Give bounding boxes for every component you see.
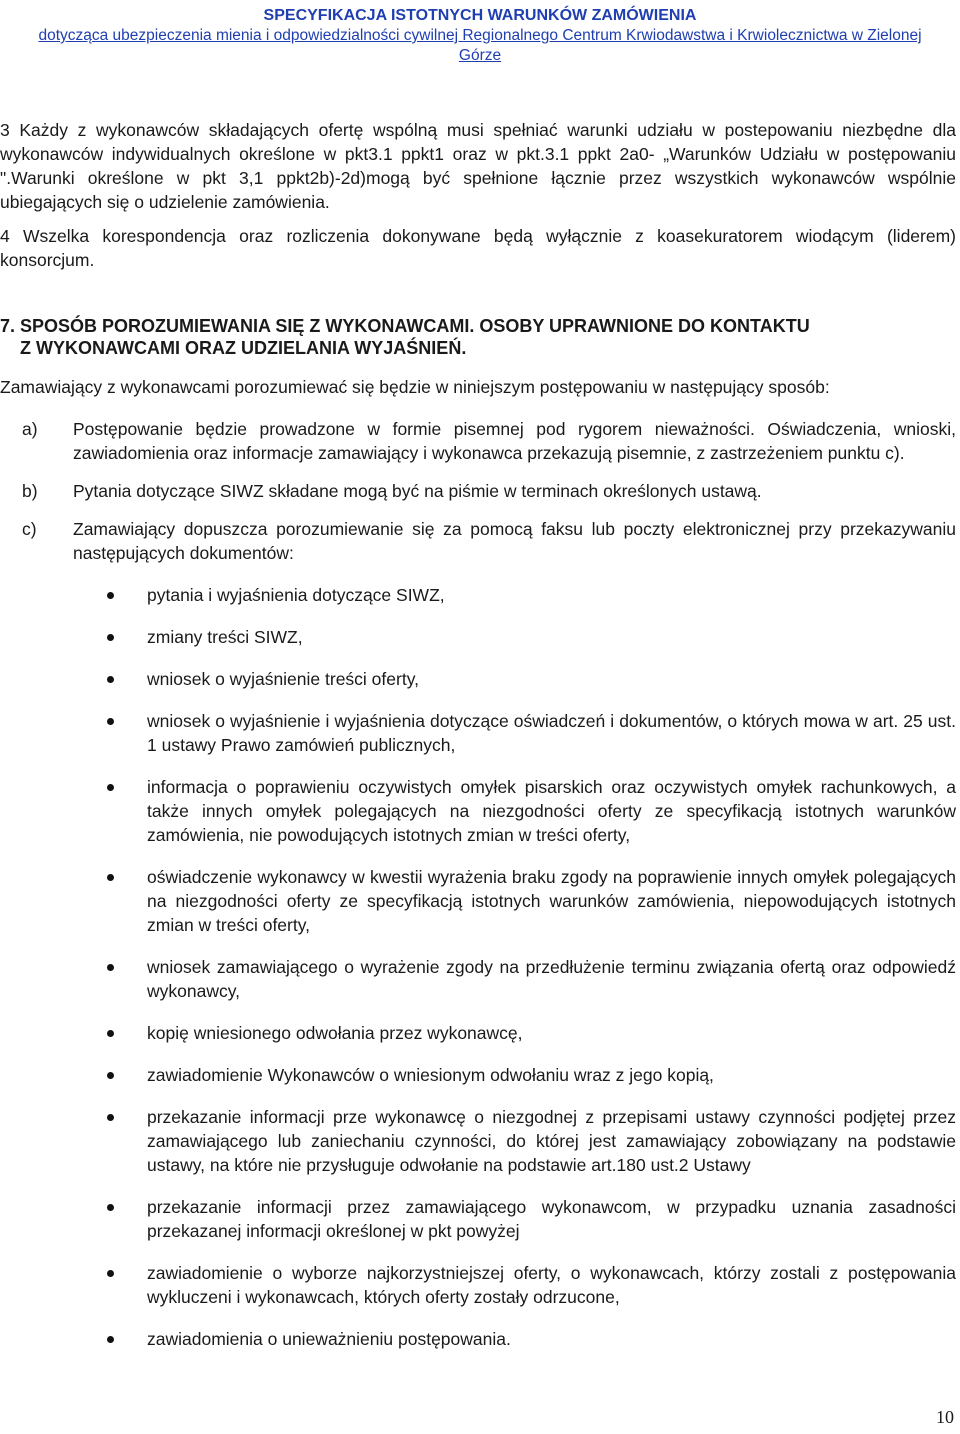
section-7-intro: Zamawiający z wykonawcami porozumiewać się będzie w niniejszym postępowaniu w następujący sposób:: [0, 377, 830, 397]
list-item-label: b): [22, 481, 38, 501]
bullet-icon: [107, 676, 114, 683]
bullet-icon: [107, 1336, 114, 1343]
bullet-item: [0, 1327, 956, 1351]
document-subtitle: [0, 26, 960, 66]
bullet-item: [0, 709, 956, 757]
bullet-text: zmiany treści SIWZ,: [147, 627, 303, 647]
section-7-heading-line-2: Z WYKONAWCAMI ORAZ UDZIELANIA WYJAŚNIEŃ.: [20, 338, 467, 358]
bullet-text: wniosek zamawiającego o wyrażenie zgody na przedłużenie terminu związania ofertą oraz odpowiedź wykonawcy,: [147, 957, 956, 1001]
bullet-icon: [107, 1030, 114, 1037]
page-number: 10: [936, 1407, 954, 1427]
bullet-item: [0, 625, 956, 649]
document-list: [0, 583, 956, 1351]
document-body: [0, 118, 956, 1351]
bullet-item: [0, 1195, 956, 1243]
bullet-item: [0, 583, 956, 607]
bullet-text: zawiadomienia o unieważnieniu postępowania.: [147, 1329, 511, 1349]
bullet-icon: [107, 1072, 114, 1079]
bullet-text: wniosek o wyjaśnienie treści oferty,: [147, 669, 420, 689]
section-7-heading-line-1: 7. SPOSÓB POROZUMIEWANIA SIĘ Z WYKONAWCAMI. OSOBY UPRAWNIONE DO KONTAKTU: [0, 316, 810, 336]
list-item-b: [0, 479, 956, 503]
bullet-text: pytania i wyjaśnienia dotyczące SIWZ,: [147, 585, 445, 605]
bullet-icon: [107, 964, 114, 971]
paragraph-4: 4 Wszelka korespondencja oraz rozliczenia dokonywane będą wyłącznie z koasekuratorem wiodącym (liderem) konsorcjum.: [0, 226, 956, 270]
subtitle-line-1: dotycząca ubezpieczenia mienia i odpowiedzialności cywilnej Regionalnego Centrum Krwiodawstwa i Krwiolecznictwa w Zielonej: [38, 27, 922, 44]
bullet-icon: [107, 874, 114, 881]
bullet-icon: [107, 592, 114, 599]
list-item-text: Zamawiający dopuszcza porozumiewanie się za pomocą faksu lub poczty elektronicznej przy przekazywaniu następujących dokumentów:: [73, 519, 956, 563]
bullet-icon: [107, 634, 114, 641]
section-7-heading: [0, 315, 956, 359]
bullet-item: [0, 1063, 956, 1087]
bullet-text: wniosek o wyjaśnienie i wyjaśnienia dotyczące oświadczeń i dokumentów, o których mowa w art. 25 ust. 1 ustawy Prawo zamówień publicznych,: [147, 711, 956, 755]
bullet-icon: [107, 1270, 114, 1277]
bullet-item: [0, 955, 956, 1003]
list-item-text: Pytania dotyczące SIWZ składane mogą być na piśmie w terminach określonych ustawą.: [73, 481, 762, 501]
bullet-item: [0, 1105, 956, 1177]
list-item-c: [0, 517, 956, 565]
bullet-icon: [107, 784, 114, 791]
list-item-a: [0, 417, 956, 465]
bullet-item: [0, 1261, 956, 1309]
bullet-item: [0, 1021, 956, 1045]
list-item-text: Postępowanie będzie prowadzone w formie pisemnej pod rygorem nieważności. Oświadczenia, wnioski, zawiadomienia oraz informacje zamawiający i wykonawca przekazują pisemnie, z zastrzeżeniem punktu c).: [73, 419, 956, 463]
bullet-item: [0, 775, 956, 847]
bullet-text: zawiadomienie Wykonawców o wniesionym odwołaniu wraz z jego kopią,: [147, 1065, 714, 1085]
document-title: SPECYFIKACJA ISTOTNYCH WARUNKÓW ZAMÓWIENIA: [263, 7, 697, 24]
bullet-icon: [107, 718, 114, 725]
bullet-item: [0, 667, 956, 691]
bullet-text: oświadczenie wykonawcy w kwestii wyrażenia braku zgody na poprawienie innych omyłek polegających na niezgodności oferty ze specyfikacją istotnych warunków zamówienia, niepowodujących istotnych zmian w treści oferty,: [147, 867, 956, 935]
list-item-label: a): [22, 419, 38, 439]
bullet-text: zawiadomienie o wyborze najkorzystniejszej oferty, o wykonawcach, którzy zostali z postępowania wykluczeni i wykonawcach, których oferty zostały odrzucone,: [147, 1263, 956, 1307]
bullet-text: kopię wniesionego odwołania przez wykonawcę,: [147, 1023, 523, 1043]
paragraph-3: 3 Każdy z wykonawców składających ofertę wspólną musi spełniać warunki udziału w postepowaniu niezbędne dla wykonawców indywidualnych określone w pkt3.1 ppkt1 oraz w pkt.3.1 ppkt 2a0- „Warunków Udziału w postępowaniu ".Warunki określone w pkt 3,1 ppkt2b)-2d)mogą być spełnione łącznie przez wszystkich wykonawców wspólnie ubiegających się o udzielenie zamówienia.: [0, 120, 956, 212]
bullet-item: [0, 865, 956, 937]
bullet-icon: [107, 1204, 114, 1211]
subtitle-line-2: Górze: [458, 47, 502, 64]
list-item-label: c): [22, 519, 37, 539]
bullet-text: przekazanie informacji przez zamawiającego wykonawcom, w przypadku uznania zasadności przekazanej informacji określonej w pkt powyżej: [147, 1197, 956, 1241]
bullet-icon: [107, 1114, 114, 1121]
bullet-text: przekazanie informacji prze wykonawcę o niezgodnej z przepisami ustawy czynności podjętej przez zamawiającego lub zaniechaniu czynności, do której jest zamawiający zobowiązany na podstawie ustawy, na które nie przysługuje odwołanie na podstawie art.180 ust.2 Ustawy: [147, 1107, 956, 1175]
bullet-text: informacja o poprawieniu oczywistych omyłek pisarskich oraz oczywistych omyłek rachunkowych, a także innych omyłek polegających na niezgodności oferty ze specyfikacją istotnych warunków zamówienia, nie powodujących istotnych zmian w treści oferty,: [147, 777, 956, 845]
page-header: [0, 6, 960, 66]
